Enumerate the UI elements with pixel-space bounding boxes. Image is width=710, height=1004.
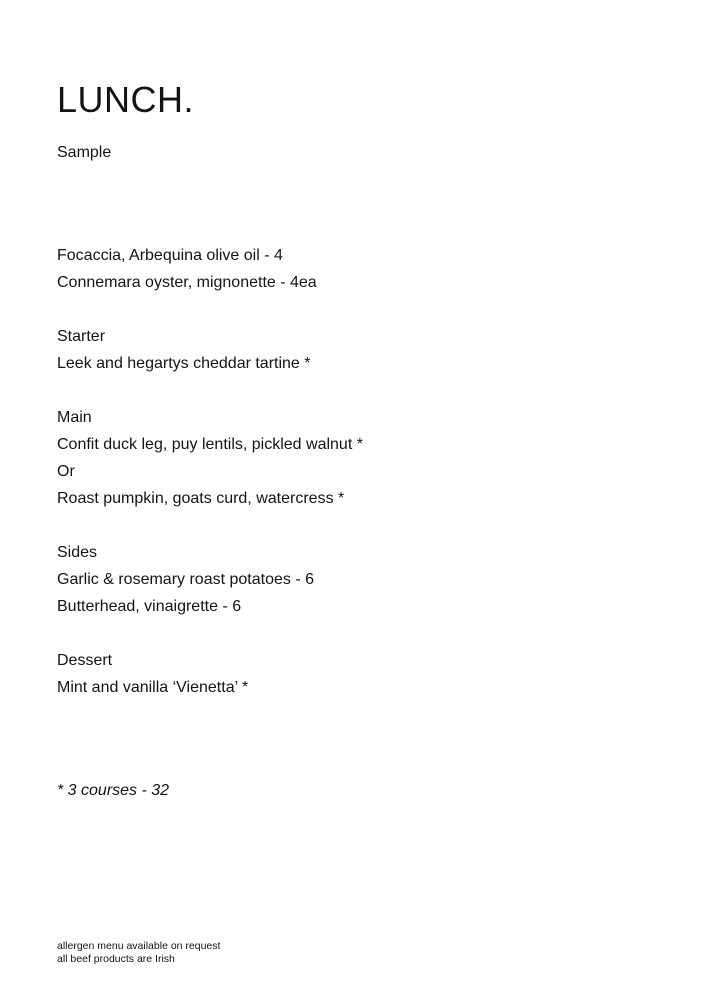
page-title: LUNCH.	[57, 79, 195, 120]
menu-item: Roast pumpkin, goats curd, watercress *	[57, 490, 345, 507]
menu-item: Leek and hegartys cheddar tartine *	[57, 355, 311, 372]
section-spacer	[57, 296, 363, 323]
section-spacer	[57, 512, 363, 539]
section-heading-starter: Starter	[57, 328, 106, 345]
page-subtitle: Sample	[57, 144, 112, 161]
section-heading-sides: Sides	[57, 544, 98, 561]
section-spacer	[57, 620, 363, 647]
footer-notes	[57, 940, 220, 966]
allergen-note: allergen menu available on request	[57, 940, 221, 952]
course-price-note: * 3 courses - 32	[57, 782, 170, 799]
section-heading-dessert: Dessert	[57, 652, 113, 669]
menu-item-separator: Or	[57, 463, 75, 480]
menu-item: Butterhead, vinaigrette - 6	[57, 598, 242, 615]
menu-item: Confit duck leg, puy lentils, pickled walnut *	[57, 436, 363, 453]
section-spacer	[57, 377, 363, 404]
menu-item: Mint and vanilla ‘Vienetta’ *	[57, 679, 249, 696]
beef-origin-note: all beef products are Irish	[57, 953, 175, 965]
menu-item: Garlic & rosemary roast potatoes - 6	[57, 571, 314, 588]
section-heading-main: Main	[57, 409, 92, 426]
menu-item: Focaccia, Arbequina olive oil - 4	[57, 247, 283, 264]
menu-list	[57, 242, 363, 701]
menu-item: Connemara oyster, mignonette - 4ea	[57, 274, 317, 291]
